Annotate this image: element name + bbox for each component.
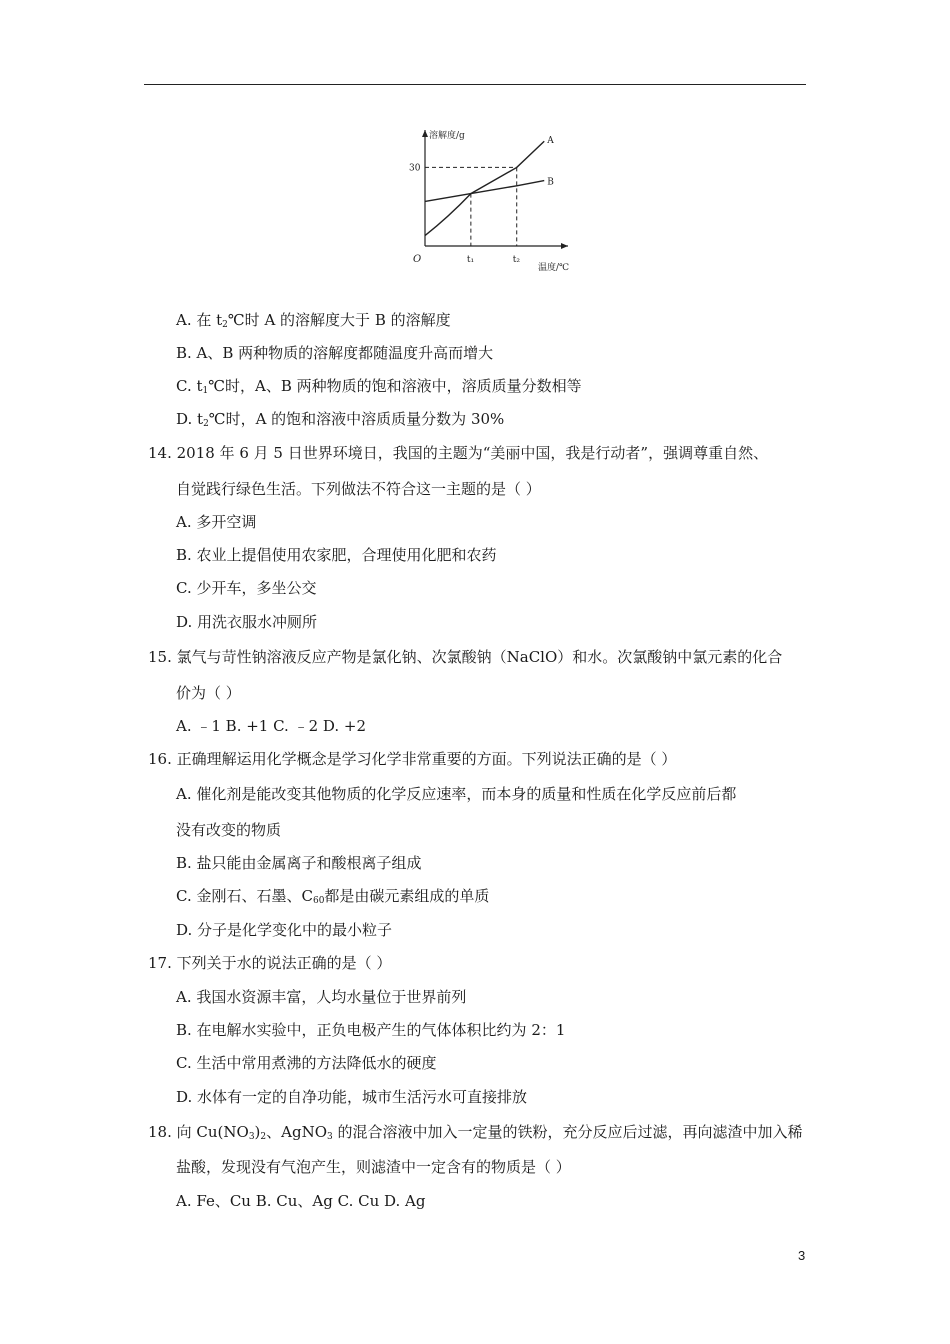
q13-option-d: D. $t_2℃$时，A 的饱和溶液中溶质质量分数为 30% (176, 410, 505, 429)
series-b-line (425, 181, 544, 202)
q16-stem: 16. 正确理解运用化学概念是学习化学非常重要的方面。下列说法正确的是（ ） (148, 750, 677, 768)
y-axis-arrow (422, 130, 428, 137)
series-a-line (425, 141, 544, 235)
q15-options: A. ﹣1 B. +1 C. ﹣2 D. +2 (176, 717, 367, 735)
q15-stem-line1: 15. 氯气与苛性钠溶液反应产物是氯化钠、次氯酸钠（NaClO）和水。次氯酸钠中氯元素的化合 (148, 648, 783, 666)
q15-stem-line2: 价为（ ） (176, 684, 241, 702)
header-rule (144, 84, 806, 85)
solubility-chart (408, 122, 588, 278)
series-a-label: A (547, 136, 554, 147)
origin-label: O (413, 254, 422, 265)
q13-option-a: A. 在 $t_2℃$时 A 的溶解度大于 B 的溶解度 (176, 311, 451, 330)
series-b-label: B (547, 177, 554, 188)
q17-option-a: A. 我国水资源丰富，人均水量位于世界前列 (176, 988, 467, 1006)
q18-stem-line2: 盐酸，发现没有气泡产生，则滤渣中一定含有的物质是（ ） (176, 1158, 571, 1176)
q16-option-d: D. 分子是化学变化中的最小粒子 (176, 921, 393, 939)
q14-option-d: D. 用洗衣服水冲厕所 (176, 613, 318, 631)
q17-stem: 17. 下列关于水的说法正确的是（ ） (148, 954, 392, 972)
y-axis-label: 溶解度/g (429, 131, 465, 141)
q16-option-c: C. 金刚石、石墨、$C_{60}$都是由碳元素组成的单质 (176, 887, 490, 906)
x-axis-label: 温度/℃ (538, 263, 570, 273)
x-tick-t1: t₁ (466, 255, 475, 265)
q14-stem-line1: 14. 2018 年 6 月 5 日世界环境日，我国的主题为“美丽中国，我是行动者”，强调尊重自然、 (148, 444, 769, 462)
q17-option-b: B. 在电解水实验中，正负电极产生的气体体积比约为 2：1 (176, 1021, 566, 1039)
q16-option-a-line2: 没有改变的物质 (176, 821, 282, 839)
q18-options: A. Fe、Cu B. Cu、Ag C. Cu D. Ag (176, 1192, 426, 1210)
q17-option-c: C. 生活中常用煮沸的方法降低水的硬度 (176, 1054, 437, 1072)
q17-option-d: D. 水体有一定的自净功能，城市生活污水可直接排放 (176, 1088, 528, 1106)
q16-option-a-line1: A. 催化剂是能改变其他物质的化学反应速率，而本身的质量和性质在化学反应前后都 (176, 785, 737, 803)
page-number: 3 (798, 1248, 806, 1263)
q13-option-b: B. A、B 两种物质的溶解度都随温度升高而增大 (176, 344, 494, 362)
q14-stem-line2: 自觉践行绿色生活。下列做法不符合这一主题的是（ ） (176, 480, 541, 498)
q13-option-c: C. $t_1℃$时，A、B 两种物质的饱和溶液中，溶质质量分数相等 (176, 377, 582, 396)
y-tick-30: 30 (409, 163, 421, 174)
q14-option-b: B. 农业上提倡使用农家肥，合理使用化肥和农药 (176, 546, 497, 564)
q14-option-a: A. 多开空调 (176, 513, 257, 531)
x-axis-arrow (561, 243, 568, 249)
q18-stem-line1: 18. 向 $Cu(NO_3)_2$、AgNO$_3$ 的混合溶液中加入一定量的铁粉，充分反应后过滤，再向滤渣中加入稀 (148, 1123, 803, 1142)
q16-option-b: B. 盐只能由金属离子和酸根离子组成 (176, 854, 422, 872)
x-tick-t2: t₂ (512, 255, 520, 265)
q14-option-c: C. 少开车，多坐公交 (176, 579, 317, 597)
